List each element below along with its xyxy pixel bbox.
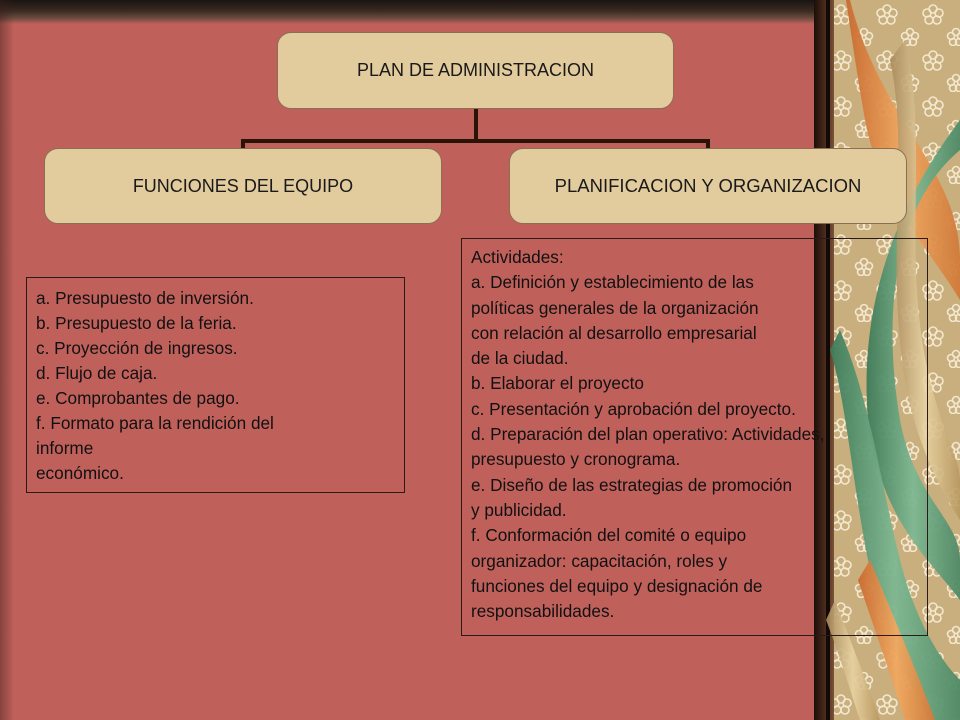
list-heading: Actividades: [471, 247, 564, 267]
list-item: a. Presupuesto de inversión. [36, 288, 254, 308]
list-item: c. Presentación y aprobación del proyecto. [471, 398, 796, 419]
list-item: e. Diseño de las estrategias de promoción [471, 474, 793, 495]
list-item: d. Flujo de caja. [36, 363, 158, 383]
list-item: responsabilidades. [471, 601, 615, 622]
list-item: f. Conformación del comité o equipo [471, 525, 747, 546]
actividades-list-box [461, 238, 928, 636]
tree-connectors [241, 109, 710, 148]
list-item: organizador: capacitación, roles y [471, 550, 728, 571]
child-node-funciones [44, 148, 442, 224]
list-item: informe [36, 438, 94, 458]
list-item: con relación al desarrollo empresarial [471, 322, 757, 343]
root-node-label: PLAN DE ADMINISTRACION [356, 60, 595, 80]
list-item: presupuesto y cronograma. [471, 449, 681, 470]
funciones-list-box [26, 277, 405, 493]
list-item: y publicidad. [471, 499, 567, 520]
child-node-label: PLANIFICACION Y ORGANIZACION [554, 175, 862, 196]
list-item: b. Presupuesto de la feria. [36, 313, 237, 333]
list-item: políticas generales de la organización [471, 297, 759, 318]
list-item: económico. [36, 463, 124, 483]
list-item: c. Proyección de ingresos. [36, 338, 238, 358]
list-item: f. Formato para la rendición del [36, 413, 274, 433]
child-node-label: FUNCIONES DEL EQUIPO [132, 175, 354, 196]
list-item: b. Elaborar el proyecto [471, 373, 644, 394]
list-item: a. Definición y establecimiento de las [471, 272, 754, 293]
root-node [277, 32, 674, 109]
list-item: e. Comprobantes de pago. [36, 388, 240, 408]
list-item: de la ciudad. [471, 348, 569, 369]
list-item: d. Preparación del plan operativo: Actividades, [471, 424, 825, 445]
child-node-planificacion [509, 148, 907, 224]
list-item: funciones del equipo y designación de [471, 575, 763, 596]
